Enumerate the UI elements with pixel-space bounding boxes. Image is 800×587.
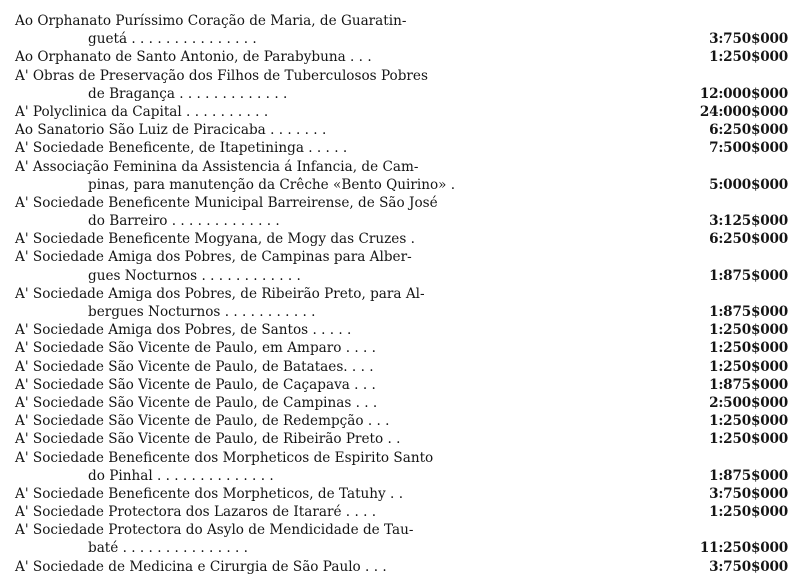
entry-line xyxy=(0,121,800,139)
entry-text: A' Sociedade Protectora dos Lazaros de Itararé . . . . xyxy=(15,504,377,521)
entry-line xyxy=(0,430,800,448)
entry-text: A' Polyclinica da Capital . . . . . . . . . . xyxy=(15,103,269,120)
entry-line xyxy=(0,412,800,430)
entry-line xyxy=(0,376,800,394)
donation-entry xyxy=(0,485,800,503)
donation-entry xyxy=(0,358,800,376)
entry-amount: 2:500$000 xyxy=(709,394,788,411)
entry-continuation-line xyxy=(0,176,800,194)
entry-continuation-line xyxy=(0,539,800,557)
entry-line xyxy=(0,321,800,339)
entry-text: de Bragança . . . . . . . . . . . . . xyxy=(88,85,288,102)
entry-amount: 3:750$000 xyxy=(709,558,788,575)
entry-amount: 1:250$000 xyxy=(709,431,788,448)
entry-text: A' Sociedade Beneficente, de Itapetininga . . . . . xyxy=(15,140,348,157)
entry-line xyxy=(0,158,800,176)
entry-text: A' Sociedade Amiga dos Pobres, de Campinas para Alber- xyxy=(15,249,412,266)
entry-amount: 1:250$000 xyxy=(709,340,788,357)
entry-amount: 6:250$000 xyxy=(709,231,788,248)
entry-continuation-line xyxy=(0,267,800,285)
entry-text: A' Sociedade São Vicente de Paulo, de Campinas . . . xyxy=(15,394,378,411)
entry-amount: 3:125$000 xyxy=(709,213,788,230)
entry-amount: 3:750$000 xyxy=(709,31,788,48)
entry-text: do Barreiro . . . . . . . . . . . . . xyxy=(88,213,280,230)
donation-entry xyxy=(0,394,800,412)
entry-line xyxy=(0,12,800,30)
entry-line xyxy=(0,503,800,521)
donation-entry xyxy=(0,521,800,557)
entry-line xyxy=(0,194,800,212)
entry-amount: 5:000$000 xyxy=(709,176,788,193)
entry-amount: 1:875$000 xyxy=(709,304,788,320)
donation-entry xyxy=(0,449,800,485)
entry-text: Ao Sanatorio São Luiz de Piracicaba . . . . . . . xyxy=(15,122,327,139)
entry-line xyxy=(0,558,800,576)
entry-amount: 24:000$000 xyxy=(699,103,788,120)
entry-amount: 1:875$000 xyxy=(709,376,788,393)
donation-entry xyxy=(0,412,800,430)
entry-text: pinas, para manutenção da Crêche «Bento Quirino» . xyxy=(88,176,456,193)
entry-text: A' Sociedade Protectora do Asylo de Mendicidade de Tau- xyxy=(15,522,414,539)
donation-entry xyxy=(0,12,800,48)
entry-line xyxy=(0,230,800,248)
donation-entry xyxy=(0,103,800,121)
donation-entry xyxy=(0,67,800,103)
donation-entry xyxy=(0,230,800,248)
donation-entry xyxy=(0,158,800,194)
entry-text: A' Associação Feminina da Assistencia á Infancia, de Cam- xyxy=(15,158,419,175)
entry-amount: 1:875$000 xyxy=(709,267,788,284)
entry-amount: 1:250$000 xyxy=(709,358,788,375)
entry-text: A' Sociedade de Medicina e Cirurgia de São Paulo . . . xyxy=(15,558,387,575)
entry-line xyxy=(0,248,800,266)
entry-amount: 12:000$000 xyxy=(699,85,788,102)
entry-text: A' Sociedade São Vicente de Paulo, de Redempção . . . xyxy=(15,413,390,430)
entry-text: A' Sociedade Beneficente Mogyana, de Mogy das Cruzes . xyxy=(15,231,415,248)
entry-text: A' Sociedade São Vicente de Paulo, de Caçapava . . . xyxy=(15,376,376,393)
entry-text: baté . . . . . . . . . . . . . . . xyxy=(88,540,248,557)
entry-continuation-line xyxy=(0,30,800,48)
entry-text: A' Sociedade Amiga dos Pobres, de Santos . . . . . xyxy=(15,322,352,339)
entry-text: A' Sociedade São Vicente de Paulo, de Ribeirão Preto . . xyxy=(15,431,401,448)
donation-entry xyxy=(0,48,800,66)
donation-entry xyxy=(0,376,800,394)
entry-continuation-line xyxy=(0,467,800,485)
entry-amount: 1:875$000 xyxy=(709,467,788,484)
entry-line xyxy=(0,339,800,357)
entry-amount: 1:250$000 xyxy=(709,322,788,339)
entry-line xyxy=(0,358,800,376)
entry-text: Ao Orphanato Puríssimo Coração de Maria, de Guaratin- xyxy=(15,13,407,29)
entry-amount: 1:250$000 xyxy=(709,504,788,521)
donation-entry xyxy=(0,248,800,284)
entry-text: A' Obras de Preservação dos Filhos de Tuberculosos Pobres xyxy=(15,67,428,84)
donation-entry xyxy=(0,503,800,521)
entry-continuation-line xyxy=(0,212,800,230)
entry-line xyxy=(0,139,800,157)
entry-amount: 7:500$000 xyxy=(709,140,788,157)
entry-text: A' Sociedade São Vicente de Paulo, em Amparo . . . . xyxy=(15,340,376,357)
entry-line xyxy=(0,48,800,66)
donation-entry xyxy=(0,194,800,230)
donation-entry xyxy=(0,121,800,139)
donation-entry xyxy=(0,285,800,321)
entry-amount: 6:250$000 xyxy=(709,122,788,139)
donation-entry xyxy=(0,430,800,448)
donation-entry xyxy=(0,321,800,339)
entry-text: Ao Orphanato de Santo Antonio, de Parabybuna . . . xyxy=(15,49,372,66)
entry-continuation-line xyxy=(0,85,800,103)
entry-line xyxy=(0,285,800,303)
entry-line xyxy=(0,67,800,85)
entry-continuation-line xyxy=(0,303,800,321)
donation-entry xyxy=(0,339,800,357)
entry-text: gues Nocturnos . . . . . . . . . . . . xyxy=(88,267,301,284)
entry-text: A' Sociedade Beneficente dos Morpheticos, de Tatuhy . . xyxy=(15,485,404,502)
entry-amount: 11:250$000 xyxy=(699,540,788,557)
entry-text: A' Sociedade Amiga dos Pobres, de Ribeirão Preto, para Al- xyxy=(15,285,425,302)
entry-text: A' Sociedade Beneficente dos Morpheticos de Espirito Santo xyxy=(15,449,434,466)
entry-text: guetá . . . . . . . . . . . . . . . xyxy=(88,31,257,48)
donation-entry xyxy=(0,558,800,576)
entry-line xyxy=(0,449,800,467)
donation-entry xyxy=(0,139,800,157)
entry-amount: 3:750$000 xyxy=(709,485,788,502)
entry-text: do Pinhal . . . . . . . . . . . . . . xyxy=(88,467,274,484)
entry-amount: 1:250$000 xyxy=(709,413,788,430)
entry-text: bergues Nocturnos . . . . . . . . . . . xyxy=(88,304,316,320)
entry-line xyxy=(0,394,800,412)
entry-text: A' Sociedade Beneficente Municipal Barreirense, de São José xyxy=(15,194,438,211)
entry-amount: 1:250$000 xyxy=(709,49,788,66)
entry-line xyxy=(0,103,800,121)
entry-text: A' Sociedade São Vicente de Paulo, de Batataes. . . . xyxy=(15,358,374,375)
entry-line xyxy=(0,521,800,539)
entry-line xyxy=(0,485,800,503)
